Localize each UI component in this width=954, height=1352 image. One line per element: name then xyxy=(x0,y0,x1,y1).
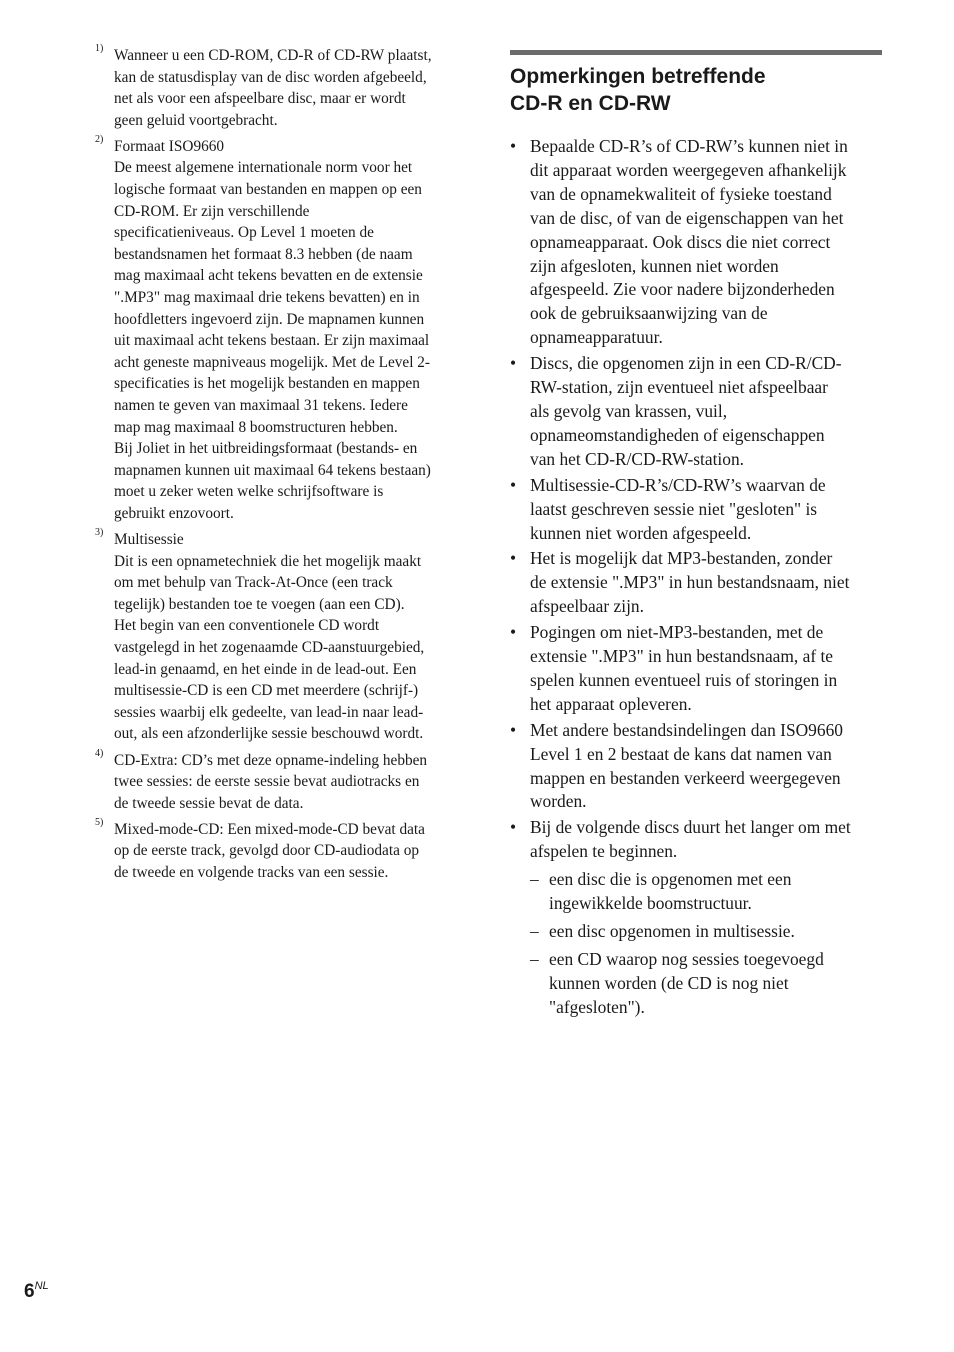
bullet-icon: • xyxy=(510,474,517,495)
sub-item: – een disc opgenomen in multisessie. xyxy=(510,920,882,944)
footnote: 2) Formaat ISO9660 De meest algemene internationale norm voor het logische formaat van bestanden en mappen op een CD-ROM. Er zijn verschillende specificatieniveaus. Op Level 1 moeten de bestandsnamen het formaat 8.3 hebben (de naam mag maximaal acht tekens bevatten en de extensie ".MP3" mag maximaal drie tekens bevatten) en in hoofdletters ingevoerd zijn. De mapnamen kunnen uit maximaal acht tekens bestaan. Er zijn maximaal acht geneste mapniveaus mogelijk. Met de Level 2- specificaties is het mogelijk bestanden en mappen namen te geven van maximaal 31 tekens. Iedere map mag maximaal 8 boomstructuren hebben. Bij Joliet in het uitbreidingsformaat (bestands- en mapnamen kunnen uit maximaal 64 tekens bestaan) moet u zeker weten welke schrijfsoftware is gebruikt enzovoort. xyxy=(95,133,431,522)
bullet-item: • Pogingen om niet-MP3-bestanden, met de extensie ".MP3" in hun bestandsnaam, af te spelen kunnen eventueel ruis of storingen in het apparaat opleveren. xyxy=(510,622,838,714)
bullet-icon: • xyxy=(510,136,517,156)
bullet-item: • Bepaalde CD-R’s of CD-RW’s kunnen niet in dit apparaat worden weergegeven afhankelijk van de opnamekwaliteit of fysieke toestand van de disc, of van de eigenschappen van het opnameapparaat. Ook discs die niet correct zijn afgesloten, kunnen niet worden afgespeeld. Zie voor nadere bijzonderheden ook de gebruiksaanwijzing van de opnameapparatuur. xyxy=(510,136,848,348)
dash-icon: – xyxy=(530,869,539,890)
bullet-item: • Bij de volgende discs duurt het langer om met afspelen te beginnen. xyxy=(510,817,851,862)
bullet-item: • Multisessie-CD-R’s/CD-RW’s waarvan de laatst geschreven sessie niet "gesloten" is kunnen niet worden afgespeeld. xyxy=(510,474,826,543)
page-number: $6^{NL}$ xyxy=(24,1280,49,1302)
bullet-item: • Met andere bestandsindelingen dan ISO9660 Level 1 en 2 bestaat de kans dat namen van mappen en bestanden verkeerd weergegeven worden. xyxy=(510,719,843,812)
dash-icon: – xyxy=(530,948,539,969)
sub-item: – een CD waarop nog sessies toegevoegd kunnen worden (de CD is nog niet "afgesloten"). xyxy=(530,948,824,1017)
footnote: 1) Wanneer u een CD-ROM, CD-R of CD-RW plaatst, kan de statusdisplay van de disc worden afgebeeld, net als voor een afspeelbare disc, maar er wordt geen geluid voortgebracht. xyxy=(95,43,432,129)
section-title: Opmerkingen betreffende CD-R en CD-RW xyxy=(510,65,766,115)
footnote: 4) CD-Extra: CD’s met deze opname-indeling hebben twee sessies: de eerste sessie bevat audiotracks en de tweede sessie bevat de data. xyxy=(95,747,428,812)
footnote: 3) Multisessie Dit is een opnametechniek die het mogelijk maakt om met behulp van Track-At-Once (een track tegelijk) bestanden toe te voegen (aan een CD). Het begin van een conventionele CD wordt vastgelegd in het zogenaamde CD-aanstuurgebied, lead-in genaamd, en het einde in de lead-out. Een multisessie-CD is een CD met meerdere (schrijf-) sessies waarbij elk gedeelte, van lead-in naar lead- out, als een afzonderlijke sessie beschouwd wordt. xyxy=(95,527,425,743)
bullet-icon: • xyxy=(510,719,517,740)
section-cdr-notes xyxy=(510,50,882,1020)
footnotes xyxy=(95,45,475,888)
bullet-icon: • xyxy=(510,548,517,569)
sub-item: – een disc die is opgenomen met een ingewikkelde boomstructuur. xyxy=(530,869,792,914)
bullet-icon: • xyxy=(510,353,517,374)
bullet-icon: • xyxy=(510,817,517,838)
bullet-item: • Discs, die opgenomen zijn in een CD-R/CD- RW-station, zijn eventueel niet afspeelbaar als gevolg van krassen, vuil, opnameomstandigheden of eigenschappen van het CD-R/CD-RW-station. xyxy=(510,353,842,469)
dash-icon: – xyxy=(530,921,539,941)
bullet-item: • Het is mogelijk dat MP3-bestanden, zonder de extensie ".MP3" in hun bestandsnaam, niet afspeelbaar zijn. xyxy=(510,548,850,617)
footnote: 5) Mixed-mode-CD: Een mixed-mode-CD bevat data op de eerste track, gevolgd door CD-audiodata op de tweede en volgende tracks van een sessie. xyxy=(95,816,425,881)
bullet-icon: • xyxy=(510,622,517,643)
section-rule xyxy=(510,50,882,55)
